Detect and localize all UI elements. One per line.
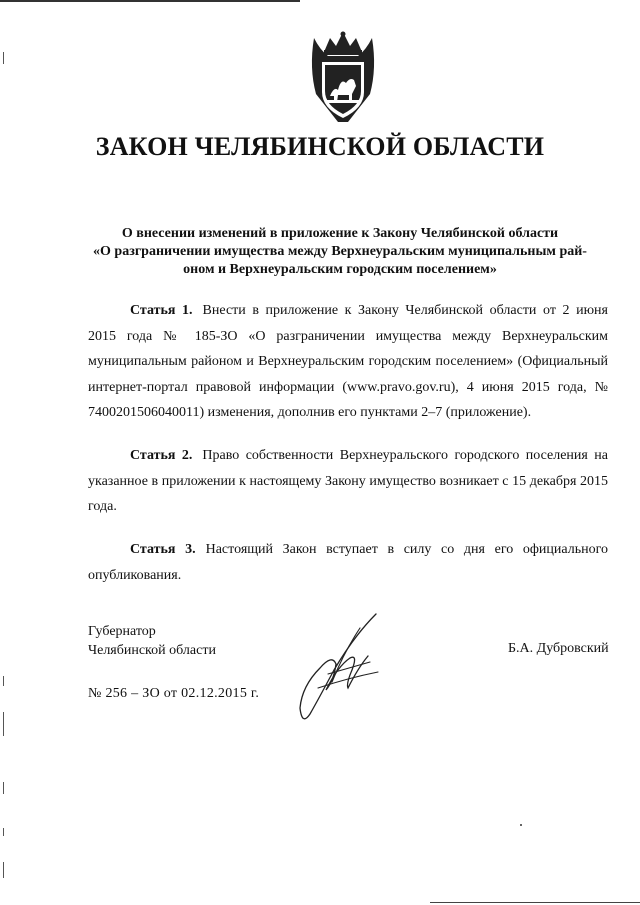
scan-edge-mark: [3, 862, 4, 878]
signatory-name: Б.А. Дубровский: [508, 641, 609, 656]
article-text: Право собственности Верхнеуральского городского поселения на указанное в приложении к настоящему Закону имущество возникает с 15 декабря 2015 года.: [88, 448, 608, 514]
article-label: Статья 3.: [130, 542, 196, 557]
article-label: Статья 2.: [130, 448, 193, 463]
signatory-position: [88, 622, 216, 660]
subject-line: «О разграничении имущества между Верхнеуральским муниципальным рай-: [93, 244, 587, 259]
article-3: [88, 537, 608, 588]
law-subject: [80, 225, 600, 279]
chelyabinsk-coat-of-arms-icon: [308, 28, 378, 132]
scan-edge-mark: [3, 712, 4, 736]
article-2: [88, 443, 608, 520]
subject-line: оном и Верхнеуральским городским поселением»: [183, 262, 497, 277]
scan-edge-mark: [3, 782, 4, 794]
position-line: Губернатор: [88, 624, 156, 639]
article-1: [88, 298, 608, 426]
law-number: № 256 – ЗО от 02.12.2015 г.: [88, 686, 260, 701]
article-text: Внести в приложение к Закону Челябинской области от 2 июня 2015 года № 185-ЗО «О разграничении имущества между Верхнеуральским муниципальным районом и Верхнеуральским городским поселением» (Официальный интернет-портал правовой информации (www.pravo.gov.ru), 4 июня 2015 года, № 7400201506040011) изменения, дополнив его пунктами 2–7 (приложение).: [88, 303, 608, 420]
scan-edge-mark: [3, 828, 4, 836]
scan-bottom-line: [430, 902, 640, 903]
scan-dot: [520, 824, 522, 826]
scan-top-line: [0, 0, 300, 2]
article-text: Настоящий Закон вступает в силу со дня его официального опубликования.: [88, 542, 608, 583]
article-label: Статья 1.: [130, 303, 193, 318]
scan-edge-mark: [3, 676, 4, 686]
scan-edge-mark: [3, 52, 4, 64]
handwritten-signature: [288, 608, 388, 728]
law-title: ЗАКОН ЧЕЛЯБИНСКОЙ ОБЛАСТИ: [95, 132, 545, 161]
position-line: Челябинской области: [88, 643, 216, 658]
subject-line: О внесении изменений в приложение к Закону Челябинской области: [121, 226, 559, 241]
